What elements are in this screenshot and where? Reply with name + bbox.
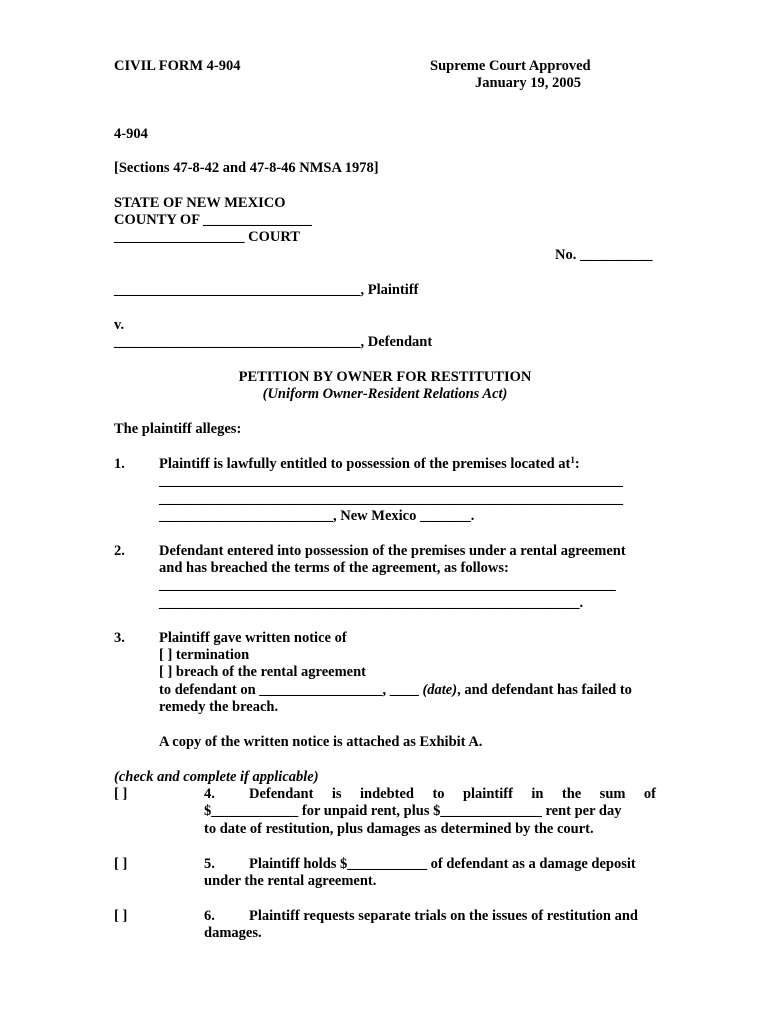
document-title: PETITION BY OWNER FOR RESTITUTION bbox=[238, 369, 532, 385]
item3-number: 3. bbox=[114, 630, 125, 646]
versus: v. bbox=[114, 317, 125, 333]
item4-word: Defendant bbox=[249, 786, 314, 802]
item4-word: indebted bbox=[360, 786, 414, 802]
document-subtitle: (Uniform Owner-Resident Relations Act) bbox=[262, 386, 508, 402]
item4-word: plaintiff bbox=[462, 786, 513, 802]
date-label: (date) bbox=[422, 682, 458, 698]
form-id: CIVIL FORM 4-904 bbox=[114, 58, 241, 74]
caption-court: __________________ COURT bbox=[114, 229, 300, 245]
caption-state: STATE OF NEW MEXICO bbox=[114, 195, 286, 211]
approval-text: Supreme Court Approved bbox=[430, 58, 591, 74]
item1-address-line: ________________________________________________________________ bbox=[159, 473, 623, 489]
item4-word: the bbox=[561, 786, 582, 802]
item2-text: Defendant entered into possession of the premises under a rental agreement bbox=[159, 543, 626, 559]
item4-number: 4. bbox=[204, 786, 215, 802]
item3-text: remedy the breach. bbox=[159, 699, 279, 715]
statute-sections: [Sections 47-8-42 and 47-8-46 NMSA 1978] bbox=[114, 160, 379, 176]
item5-number: 5. bbox=[204, 856, 215, 872]
plaintiff-line: __________________________________, Plaintiff bbox=[114, 282, 419, 298]
item6-checkbox: [ ] bbox=[114, 908, 128, 924]
defendant-line: __________________________________, Defendant bbox=[114, 334, 433, 350]
item5-checkbox: [ ] bbox=[114, 856, 128, 872]
item6-number: 6. bbox=[204, 908, 215, 924]
item5-text: Plaintiff holds $___________ of defendant as a damage deposit bbox=[249, 856, 636, 872]
checkbox-termination: [ ] termination bbox=[159, 647, 250, 663]
intro-text: The plaintiff alleges: bbox=[114, 421, 242, 437]
item2-text: and has breached the terms of the agreement, as follows: bbox=[159, 560, 509, 576]
item1-number: 1. bbox=[114, 456, 125, 472]
item4-word: to bbox=[432, 786, 445, 802]
item3-notice-line: to defendant on _________________, ____ (date), and defendant has failed to bbox=[159, 682, 632, 698]
checkbox-breach: [ ] breach of the rental agreement bbox=[159, 664, 366, 680]
item2-blank-line: _______________________________________________________________ bbox=[159, 577, 616, 593]
item4-word: is bbox=[331, 786, 342, 802]
item4-checkbox: [ ] bbox=[114, 786, 128, 802]
item4-text: $____________ for unpaid rent, plus $______________ rent per day bbox=[204, 803, 622, 819]
item1-city-line: ________________________, New Mexico _______. bbox=[159, 508, 475, 524]
item4-word: of bbox=[643, 786, 656, 802]
item2-number: 2. bbox=[114, 543, 125, 559]
approval-date: January 19, 2005 bbox=[475, 75, 581, 91]
item6-text: damages. bbox=[204, 925, 262, 941]
item1-text: Plaintiff is lawfully entitled to possession of the premises located $at^1$: bbox=[159, 455, 580, 472]
exhibit-note: A copy of the written notice is attached as Exhibit A. bbox=[159, 734, 483, 750]
item1-address-line: ________________________________________________________________ bbox=[159, 491, 623, 507]
item4-text bbox=[249, 786, 656, 803]
item5-text: under the rental agreement. bbox=[204, 873, 377, 889]
item2-blank-line: __________________________________________________________. bbox=[159, 595, 584, 611]
item6-text: Plaintiff requests separate trials on the issues of restitution and bbox=[249, 908, 638, 924]
item4-word: sum bbox=[599, 786, 626, 802]
footnote-ref: 1 bbox=[570, 455, 575, 465]
item3-text: Plaintiff gave written notice of bbox=[159, 630, 347, 646]
item4-word: in bbox=[531, 786, 544, 802]
rule-number: 4-904 bbox=[114, 126, 148, 142]
caption-county: COUNTY OF _______________ bbox=[114, 212, 312, 228]
optional-label: (check and complete if applicable) bbox=[114, 769, 319, 785]
item4-text: to date of restitution, plus damages as determined by the court. bbox=[204, 821, 594, 837]
case-number: No. __________ bbox=[555, 247, 653, 263]
